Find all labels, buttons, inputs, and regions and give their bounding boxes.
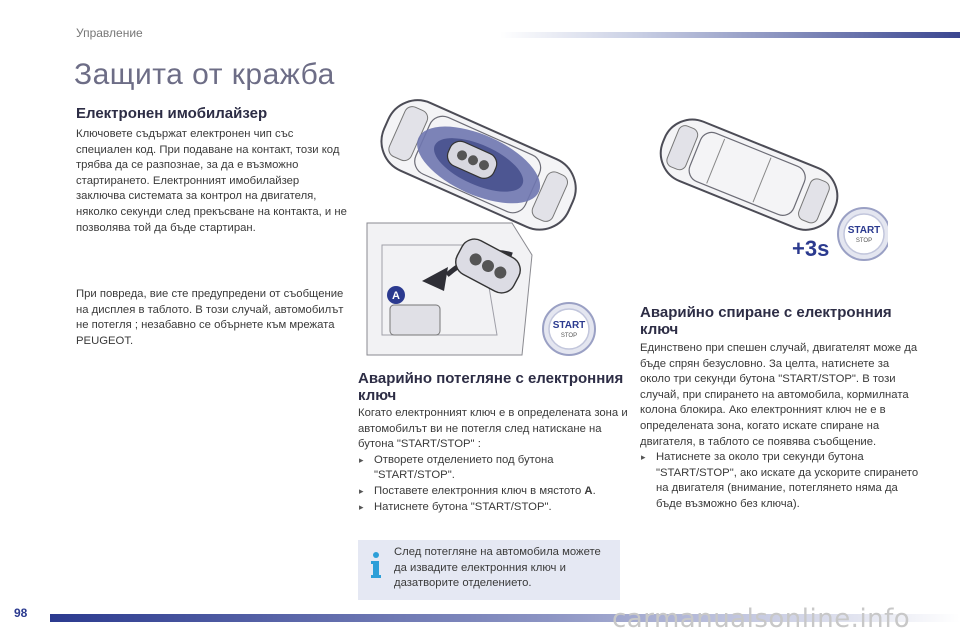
emergency-stop-heading: Аварийно спиране с електронния ключ [640,304,892,338]
hold-time-label: +3s [792,236,830,261]
emergency-start-heading: Аварийно потегляне с електронния ключ [358,370,624,404]
section-label: Управление [76,26,143,40]
page-title: Защита от кражба [74,58,335,91]
marker-a-label: A [392,290,400,302]
emergency-stop-text [640,341,920,513]
emergency-start-step-1: ▸ Отворете отделението под бутона "START/STOP". [358,453,628,484]
emergency-start-step-3: ▸ Натиснете бутона "START/STOP". [358,500,628,516]
info-icon [368,550,384,580]
immobilizer-paragraph: Ключовете съдържат електронен чип със специален код. При подаване на контакт, този код трябва да се разпознае, за да е възможно стартирането. Електронният имобилайзер заключва системата за контрол на двигателя, няколко секунди след прекъсване на контакта, и не позволява той да бъде стартиран. [76,128,347,234]
fault-paragraph: При повреда, вие сте предупредени от съобщение на дисплея в таблото. В този случай, автомобилът не потегля ; незабавно се обърнете към мрежата PEUGEOT. [76,288,344,347]
emergency-start-text [358,406,628,515]
emergency-start-intro: Когато електронният ключ е в определената зона и автомобилът ви не потегля след натискане на бутона "START/STOP" : [358,407,628,451]
start-button-label-1: START [552,320,586,331]
info-text: След потегляне на автомобила можете да извадите електронния ключ и дазатворите отделението. [394,546,601,590]
emergency-stop-body: Единствено при спешен случай, двигателят може да бъде спрян безусловно. За целта, натиснете за около три секунди бутона "START/STOP". В този случай, при спирането на автомобила, кормилната колона блокира. Ако електронният ключ не е в определената зона, когато искате спиране на двигателя, в таблото се появява съобщение. [640,342,918,448]
info-note [358,540,620,600]
emergency-start-step-2 [358,484,628,500]
step-2-marker: A [584,484,593,497]
step-2-text: Поставете електронния ключ в мястото [374,484,585,497]
step-2-end: . [592,484,596,497]
emergency-stop-step-1: ▸ Натиснете за около три секунди бутона "START/STOP", ако искате да ускорите спирането на двигателя (внимание, потеглянето няма да бъде възможно без ключа). [640,450,920,512]
immobilizer-heading: Електронен имобилайзер [76,105,268,122]
stop-button-label-2: STOP [855,238,873,244]
page-number: 98 [14,606,28,620]
watermark: carmanualsonline.info [612,604,911,634]
key-slot-figure [362,215,630,359]
header-decor-bar [500,32,960,38]
car-emergency-stop-figure [642,112,888,276]
stop-button-label-1: STOP [560,333,578,339]
start-button-label-2: START [847,225,881,236]
